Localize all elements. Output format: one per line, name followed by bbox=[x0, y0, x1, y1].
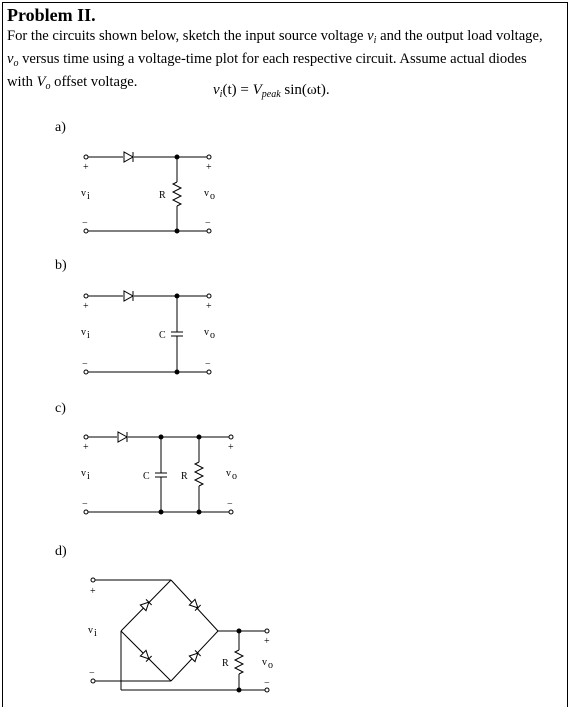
terminal bbox=[207, 370, 211, 374]
svg-text:+: + bbox=[83, 301, 89, 312]
resistor-label: R bbox=[181, 471, 188, 482]
resistor-icon bbox=[195, 462, 203, 486]
svg-text:o: o bbox=[210, 191, 215, 202]
terminal bbox=[84, 294, 88, 298]
junction-dot bbox=[175, 370, 179, 374]
svg-text:+: + bbox=[206, 301, 212, 312]
circuit-d bbox=[88, 578, 273, 692]
capacitor-icon bbox=[171, 332, 183, 336]
circuit-b bbox=[81, 291, 215, 374]
terminal bbox=[207, 229, 211, 233]
terminal bbox=[207, 155, 211, 159]
terminal bbox=[265, 629, 269, 633]
svg-text:v: v bbox=[204, 327, 209, 338]
svg-text:o: o bbox=[210, 330, 215, 341]
terminal bbox=[84, 510, 88, 514]
resistor-icon bbox=[235, 650, 243, 674]
terminal bbox=[229, 435, 233, 439]
junction-dot bbox=[175, 229, 179, 233]
svg-text:v: v bbox=[204, 188, 209, 199]
svg-text:o: o bbox=[268, 660, 273, 671]
svg-text:−: − bbox=[82, 218, 88, 229]
junction-dot bbox=[159, 510, 163, 514]
svg-text:−: − bbox=[89, 668, 95, 679]
terminal bbox=[84, 370, 88, 374]
terminal bbox=[91, 679, 95, 683]
resistor-label: R bbox=[222, 658, 229, 669]
svg-text:+: + bbox=[206, 162, 212, 173]
junction-dot bbox=[197, 510, 201, 514]
input-voltage-equation: $v_i(t) = V_{peak}$ sin(ωt). bbox=[213, 82, 330, 100]
diode-icon bbox=[124, 291, 133, 301]
svg-text:−: − bbox=[205, 218, 211, 229]
junction-dot bbox=[237, 629, 241, 633]
svg-text:v: v bbox=[262, 657, 267, 668]
circuit-a bbox=[81, 152, 215, 233]
diode-icon bbox=[124, 152, 133, 162]
svg-text:−: − bbox=[205, 359, 211, 370]
svg-text:i: i bbox=[87, 471, 90, 482]
junction-dot bbox=[175, 155, 179, 159]
svg-text:i: i bbox=[94, 628, 97, 639]
diode-icon bbox=[118, 432, 127, 442]
capacitor-label: C bbox=[143, 471, 150, 482]
circuit-c bbox=[81, 432, 237, 514]
capacitor-icon bbox=[155, 473, 167, 477]
circuit-c-label: c) bbox=[55, 401, 66, 416]
resistor-icon bbox=[173, 182, 181, 206]
svg-text:v: v bbox=[81, 468, 86, 479]
circuit-d-label: d) bbox=[55, 544, 67, 559]
junction-dot bbox=[159, 435, 163, 439]
svg-text:o: o bbox=[232, 471, 237, 482]
capacitor-label: C bbox=[159, 330, 166, 341]
terminal bbox=[207, 294, 211, 298]
svg-text:v: v bbox=[81, 327, 86, 338]
svg-text:−: − bbox=[264, 678, 270, 689]
svg-text:i: i bbox=[87, 191, 90, 202]
terminal bbox=[84, 435, 88, 439]
svg-text:+: + bbox=[228, 442, 234, 453]
svg-text:+: + bbox=[83, 442, 89, 453]
svg-text:i: i bbox=[87, 330, 90, 341]
svg-text:+: + bbox=[83, 162, 89, 173]
terminal bbox=[91, 578, 95, 582]
terminal bbox=[229, 510, 233, 514]
svg-text:v: v bbox=[226, 468, 231, 479]
resistor-label: R bbox=[159, 190, 166, 201]
svg-text:v: v bbox=[88, 625, 93, 636]
svg-text:+: + bbox=[264, 636, 270, 647]
junction-dot bbox=[175, 294, 179, 298]
problem-title: Problem II. bbox=[7, 5, 96, 25]
problem-statement: For the circuits shown below, sketch the input source voltage $v_i$ and the output load voltage, $v_o$ versus time using a voltage-time plot for each respective circuit. Assume actual diodes with $V_o$ offset voltage. bbox=[7, 28, 543, 92]
svg-text:−: − bbox=[82, 359, 88, 370]
svg-text:+: + bbox=[90, 586, 96, 597]
circuit-a-label: a) bbox=[55, 120, 66, 135]
svg-text:−: − bbox=[227, 499, 233, 510]
svg-text:−: − bbox=[82, 499, 88, 510]
junction-dot bbox=[197, 435, 201, 439]
terminal bbox=[84, 155, 88, 159]
svg-text:v: v bbox=[81, 188, 86, 199]
circuit-b-label: b) bbox=[55, 258, 67, 273]
terminal bbox=[84, 229, 88, 233]
junction-dot bbox=[237, 688, 241, 692]
